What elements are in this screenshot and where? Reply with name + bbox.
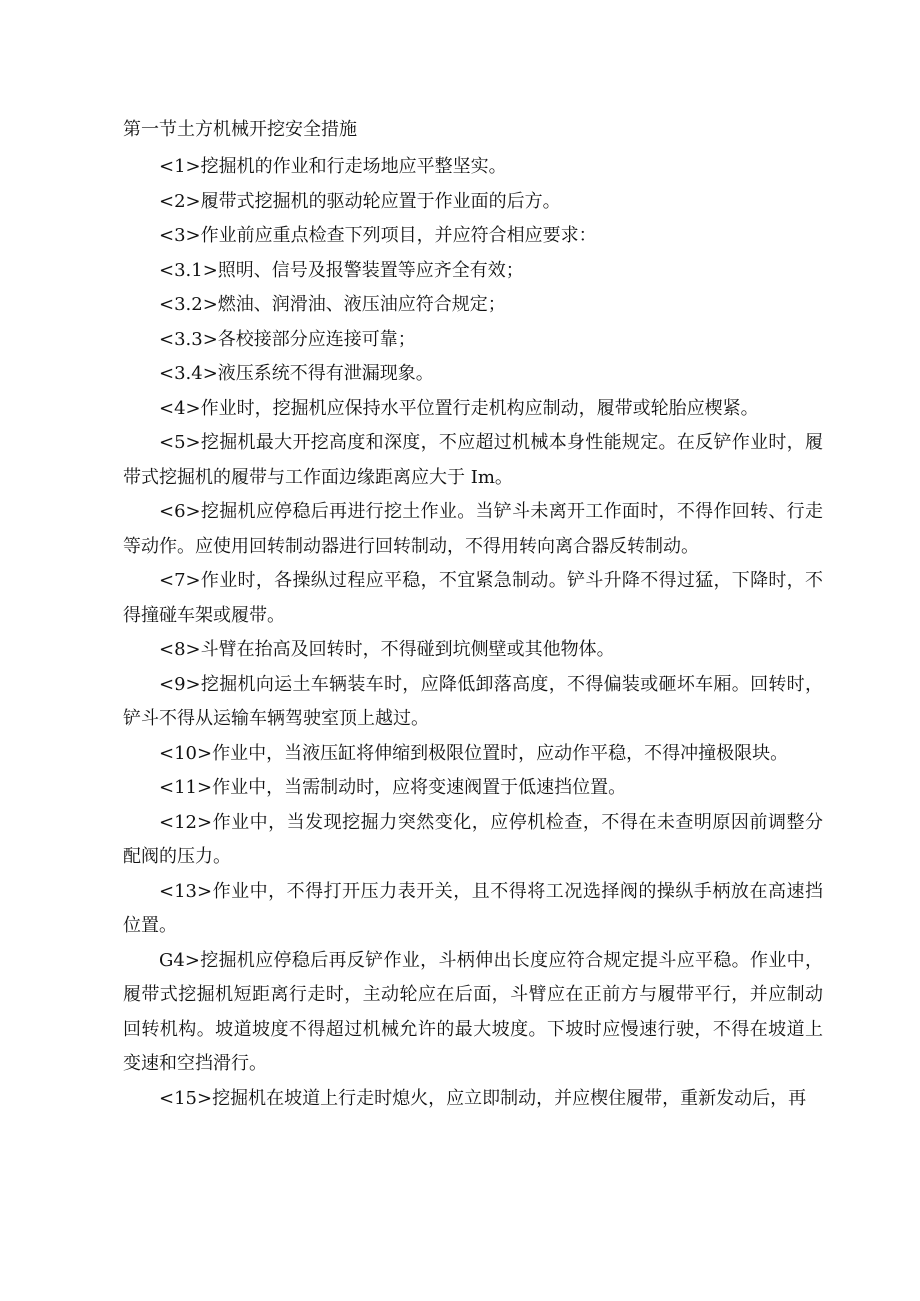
paragraph-1: <1>挖掘机的作业和行走场地应平整坚实。	[159, 156, 507, 177]
paragraph-3: <3>作业前应重点检查下列项目，并应符合相应要求：	[159, 225, 597, 246]
paragraph-3-4: <3.4>液压系统不得有泄漏现象。	[159, 363, 434, 384]
section-heading: 第一节土方机械开挖安全措施	[123, 119, 357, 140]
paragraph-3-3: <3.3>各校接部分应连接可靠；	[159, 328, 416, 350]
paragraph-12: <12>作业中，当发现挖掘力突然变化，应停机检查，不得在未查明原因前调整分配阀的压力。	[123, 811, 823, 867]
paragraph-9: <9>挖掘机向运土车辆装车时，应降低卸落高度，不得偏装或砸坏车厢。回转时，铲斗不得从运输车辆驾驶室顶上越过。	[123, 673, 823, 729]
paragraph-11: <11>作业中，当需制动时，应将变速阀置于低速挡位置。	[159, 777, 627, 798]
paragraph-14: G4>挖掘机应停稳后再反铲作业，斗柄伸出长度应符合规定提斗应平稳。作业中，履带式挖掘机短距离行走时，主动轮应在后面，斗臂应在正前方与履带平行，并应制动回转机构。坡道坡度不得超过机械允许的最大坡度。下坡时应慢速行驶，不得在坡道上变速和空挡滑行。	[123, 949, 823, 1074]
paragraph-13: <13>作业中，不得打开压力表开关，且不得将工况选择阀的操纵手柄放在高速挡位置。	[123, 880, 823, 936]
paragraph-5: <5>挖掘机最大开挖高度和深度，不应超过机械本身性能规定。在反铲作业时，履带式挖掘机的履带与工作面边缘距离应大于 Im。	[123, 432, 823, 488]
paragraph-3-1: <3.1>照明、信号及报警装置等应齐全有效；	[159, 259, 524, 281]
paragraph-2: <2>履带式挖掘机的驱动轮应置于作业面的后方。	[159, 190, 561, 212]
paragraph-10: <10>作业中，当液压缸将伸缩到极限位置时，应动作平稳，不得冲撞极限块。	[159, 742, 789, 764]
paragraph-15: <15>挖掘机在坡道上行走时熄火，应立即制动，并应楔住履带，重新发动后，再	[159, 1087, 807, 1109]
paragraph-8: <8>斗臂在抬高及回转时，不得碰到坑侧壁或其他物体。	[159, 639, 615, 660]
paragraph-4: <4>作业时，挖掘机应保持水平位置行走机构应制动，履带或轮胎应楔紧。	[159, 397, 759, 419]
paragraph-3-2: <3.2>燃油、润滑油、液压油应符合规定；	[159, 294, 506, 315]
document-body	[123, 116, 823, 1116]
paragraph-6: <6>挖掘机应停稳后再进行挖土作业。当铲斗未离开工作面时，不得作回转、行走等动作。应使用回转制动器进行回转制动，不得用转向离合器反转制动。	[123, 501, 823, 557]
paragraph-7: <7>作业时，各操纵过程应平稳，不宜紧急制动。铲斗升降不得过猛，下降时，不得撞碰车架或履带。	[123, 570, 823, 626]
